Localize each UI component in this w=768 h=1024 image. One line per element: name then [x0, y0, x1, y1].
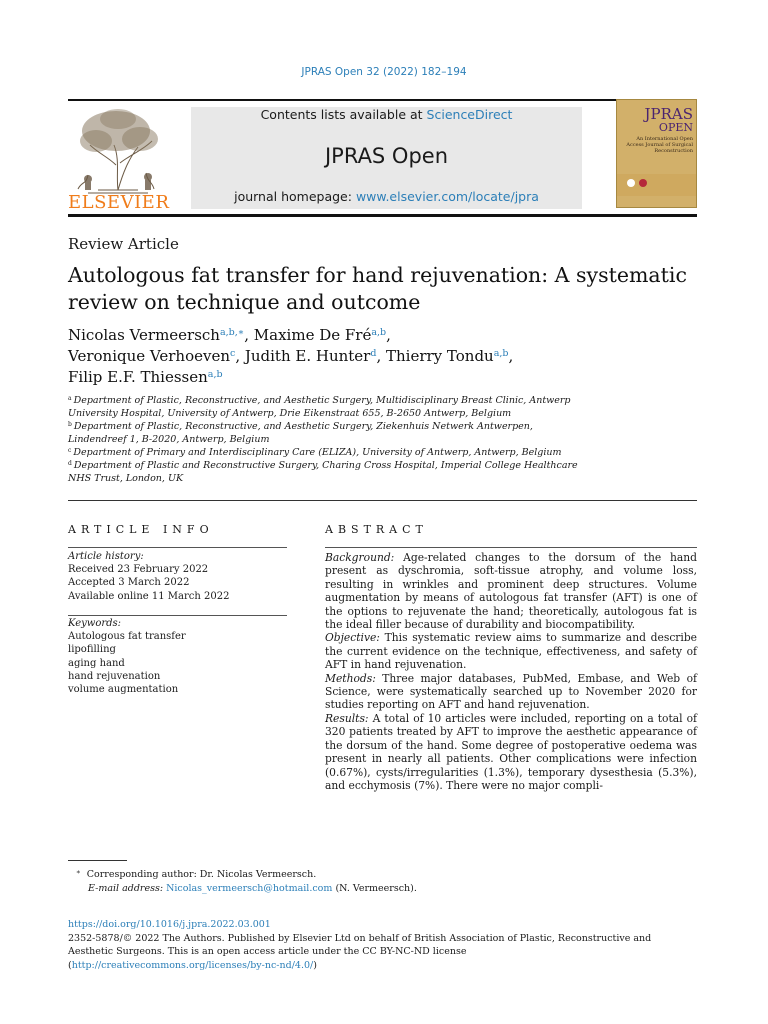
contents-prefix: Contents lists available at — [260, 107, 423, 122]
author-separator: , — [386, 326, 391, 344]
article-info-rule — [68, 547, 287, 548]
affiliation-item — [68, 394, 588, 420]
cover-title-1: JPRAS — [644, 105, 693, 123]
author-name[interactable]: Nicolas Vermeersch — [68, 326, 220, 344]
author-separator: , — [244, 326, 254, 344]
affiliation-text: Department of Plastic and Reconstructive Surgery, Charing Cross Hospital, Imperial College Healthcare NHS Trust, London, UK — [68, 460, 578, 484]
journal-cover-thumbnail[interactable] — [616, 99, 697, 208]
journal-citation-link[interactable]: JPRAS Open 32 (2022) 182–194 — [301, 66, 467, 78]
author-separator: , — [235, 347, 245, 365]
author-name[interactable]: Maxime De Fré — [253, 326, 372, 344]
article-info-heading: ARTICLE INFO — [68, 523, 214, 536]
cover-title — [623, 105, 693, 134]
abstract-label: Methods: — [325, 671, 376, 685]
cover-title-2: OPEN — [658, 121, 693, 134]
keyword-item[interactable]: Autologous fat transfer — [68, 631, 186, 643]
affiliation-item — [68, 446, 588, 459]
affiliation-text: Department of Plastic, Reconstructive, and Aesthetic Surgery, Multidisciplinary Breast Clinic, Antwerp University Hospital, University of Antwerp, Drie Eikenstraat 655, B-2650 Antwerp, Belgium — [68, 395, 571, 419]
abstract-heading: ABSTRACT — [325, 523, 428, 536]
corresponding-author: Corresponding author: Dr. Nicolas Vermeersch. — [86, 869, 317, 880]
keywords — [68, 617, 287, 696]
keyword-item[interactable]: volume augmentation — [68, 684, 179, 696]
contents-list-line — [191, 107, 582, 122]
author-separator: , — [376, 347, 386, 365]
abstract-label: Background: — [325, 551, 395, 564]
article-title: Autologous fat transfer for hand rejuvenation: A systematic review on technique and outcome — [68, 263, 687, 314]
journal-name: JPRAS Open — [324, 144, 449, 168]
license-link[interactable]: http://creativecommons.org/licenses/by-nc-nd/4.0/ — [71, 959, 314, 971]
copyright-text: 2352-5878/© 2022 The Authors. Published by Elsevier Ltd on behalf of British Association of Plastic, Reconstructive and Aesthetic Surgeons. This is an open access article under the CC BY-NC-ND license — [68, 932, 652, 957]
sciencedirect-link[interactable]: ScienceDirect — [426, 107, 513, 122]
author-name[interactable]: Filip E.F. Thiessen — [68, 368, 208, 386]
abstract-text: This systematic review aims to summarize and describe the current evidence on the technique, effectiveness, and safety of AFT in hand rejuvenation. — [325, 631, 697, 672]
footnote-marker: ∗ — [76, 868, 81, 876]
affiliation-list — [68, 394, 588, 485]
author-affiliation-ref[interactable]: c — [229, 348, 236, 359]
article-history — [68, 550, 287, 603]
footnote-rule — [68, 860, 127, 861]
affiliation-label: b — [68, 421, 72, 428]
abstract-text: Age-related changes to the dorsum of the hand present as dyschromia, soft-tissue atrophy, and volume loss, resulting in wrinkles and prominent deep structures. Volume augmentation by means of autologous fat transfer (AFT) is one of the options to rejuvenate the hand; theoretically, autologous fat is the ideal filler because of durability and biocompatibility. — [325, 551, 697, 632]
abstract-label: Results: — [325, 711, 369, 725]
history-item: Received 23 February 2022 — [68, 564, 209, 576]
email-suffix: (N. Vermeersch). — [335, 882, 417, 894]
abstract-text: Three major databases, PubMed, Embase, and Web of Science, were systematically searched up to November 2020 for studies reporting on AFT and hand rejuvenation. — [325, 671, 697, 712]
history-label: Article history: — [68, 551, 144, 562]
abstract-label: Objective: — [325, 631, 380, 645]
keywords-label: Keywords: — [68, 618, 122, 629]
email-link[interactable]: Nicolas_vermeersch@hotmail.com — [166, 882, 333, 894]
homepage-link[interactable]: www.elsevier.com/locate/jpra — [355, 189, 539, 204]
abstract-body — [325, 551, 697, 792]
abstract-text: A total of 10 articles were included, reporting on a total of 320 patients treated by AFT to improve the aesthetic appearance of the dorsum of the hand. Some degree of postoperative oedema was present in nearly all patients. Other complications were infection (0.67%), cysts/irregularities (1.3%), temporary dysesthesia (5.3%), and ecchymosis (7%). There were no major compli- — [325, 711, 697, 792]
affiliation-text: Department of Primary and Interdisciplinary Care (ELIZA), University of Antwerp, Antwerp, Belgium — [73, 447, 562, 458]
author-name[interactable]: Thierry Tondu — [386, 347, 494, 365]
elsevier-wordmark — [68, 192, 168, 213]
cover-subtitle: An International Open Access Journal of Surgical Reconstruction — [626, 136, 693, 154]
author-separator: , — [508, 347, 514, 365]
author-affiliation-ref[interactable]: a,b — [207, 369, 223, 380]
license-line — [68, 959, 688, 973]
keyword-item[interactable]: aging hand — [68, 657, 125, 669]
abstract-paragraph — [325, 712, 697, 792]
corresponding-author-footnote — [76, 866, 676, 895]
masthead-bottom-rule — [68, 214, 697, 217]
keyword-item[interactable]: hand rejuvenation — [68, 670, 161, 682]
journal-homepage-line — [191, 189, 582, 204]
elsevier-wordmark-text: ELSEVIER — [68, 192, 170, 213]
author-affiliation-ref[interactable]: a,b — [493, 348, 509, 359]
cover-publisher-icon — [627, 179, 635, 187]
abstract-paragraph — [325, 672, 697, 712]
affiliation-label: a — [68, 395, 72, 402]
history-item: Accepted 3 March 2022 — [68, 577, 190, 589]
affiliation-label: c — [68, 447, 72, 454]
doi-link[interactable]: https://doi.org/10.1016/j.jpra.2022.03.001 — [68, 919, 271, 930]
history-item: Available online 11 March 2022 — [68, 590, 230, 602]
author-affiliation-ref[interactable]: a,b,∗ — [219, 327, 245, 338]
abstract-rule — [325, 547, 697, 548]
author-name[interactable]: Veronique Verhoeven — [68, 347, 230, 365]
author-affiliation-ref[interactable]: a,b — [371, 327, 387, 338]
affiliation-item — [68, 459, 588, 485]
cover-society-icon — [639, 179, 647, 187]
article-type: Review Article — [68, 235, 179, 253]
affiliation-text: Department of Plastic, Reconstructive, and Aesthetic Surgery, Ziekenhuis Netwerk Antwerpen, Lindendreef 1, B-2020, Antwerp, Belgium — [68, 421, 533, 445]
abstract-paragraph — [325, 631, 697, 671]
section-divider — [68, 500, 697, 501]
header-top-rule — [68, 99, 697, 101]
keywords-rule — [68, 615, 287, 616]
affiliation-item — [68, 420, 588, 446]
affiliation-label: d — [68, 460, 72, 467]
license-close: ) — [313, 959, 317, 971]
author-affiliation-ref[interactable]: d — [370, 348, 377, 359]
author-list — [68, 325, 688, 388]
article-footer — [68, 918, 688, 972]
keyword-item[interactable]: lipofilling — [68, 644, 116, 656]
author-name[interactable]: Judith E. Hunter — [244, 347, 371, 365]
homepage-prefix: journal homepage: — [234, 189, 352, 204]
license-open: ( — [68, 959, 72, 971]
email-label: E-mail address: — [88, 882, 164, 894]
abstract-paragraph — [325, 551, 697, 631]
